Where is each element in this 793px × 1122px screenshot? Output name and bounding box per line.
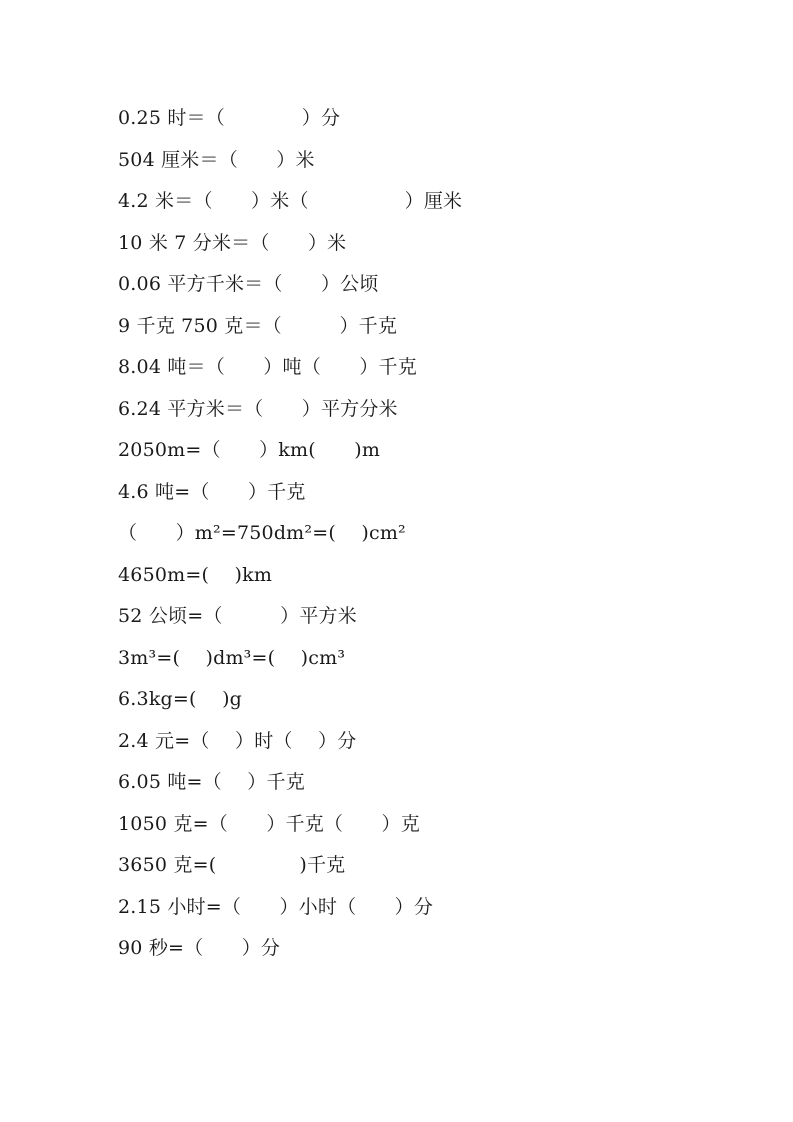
exercise-line: 504 厘米＝（ ）米: [118, 148, 315, 171]
exercise-line: 8.04 吨＝（ ）吨（ ）千克: [118, 356, 417, 378]
exercise-list: [118, 101, 678, 973]
exercise-line: 4.6 吨=（ ）千克: [118, 480, 306, 503]
exercise-line: （ ）m²=750dm²=( )cm²: [118, 522, 406, 544]
exercise-line: 6.24 平方米＝（ ）平方分米: [118, 397, 398, 420]
exercise-line: 4650m=( )km: [118, 563, 273, 586]
exercise-line: 3650 克=( )千克: [118, 854, 346, 876]
exercise-line: 90 秒=（ ）分: [118, 937, 281, 959]
exercise-line: 9 千克 750 克＝（ ）千克: [118, 314, 398, 337]
exercise-line: 0.25 时＝（ ）分: [118, 107, 341, 129]
exercise-line: 2.15 小时=（ ）小时（ ）分: [118, 895, 434, 918]
exercise-line: 10 米 7 分米＝（ ）米: [118, 231, 347, 254]
exercise-line: 6.3kg=( )g: [118, 688, 243, 710]
exercise-line: 4.2 米＝（ ）米（ ）厘米: [118, 190, 463, 212]
exercise-line: 1050 克=（ ）千克（ ）克: [118, 812, 420, 835]
exercise-line: 0.06 平方千米＝（ ）公顷: [118, 273, 379, 295]
exercise-line: 6.05 吨=（ ）千克: [118, 771, 305, 793]
exercise-line: 3m³=( )dm³=( )cm³: [118, 646, 346, 669]
exercise-line: 2.4 元=（ ）时（ ）分: [118, 729, 357, 752]
exercise-line: 52 公顷=（ ）平方米: [118, 605, 357, 627]
exercise-line: 2050m=（ ）km( )m: [118, 439, 381, 461]
